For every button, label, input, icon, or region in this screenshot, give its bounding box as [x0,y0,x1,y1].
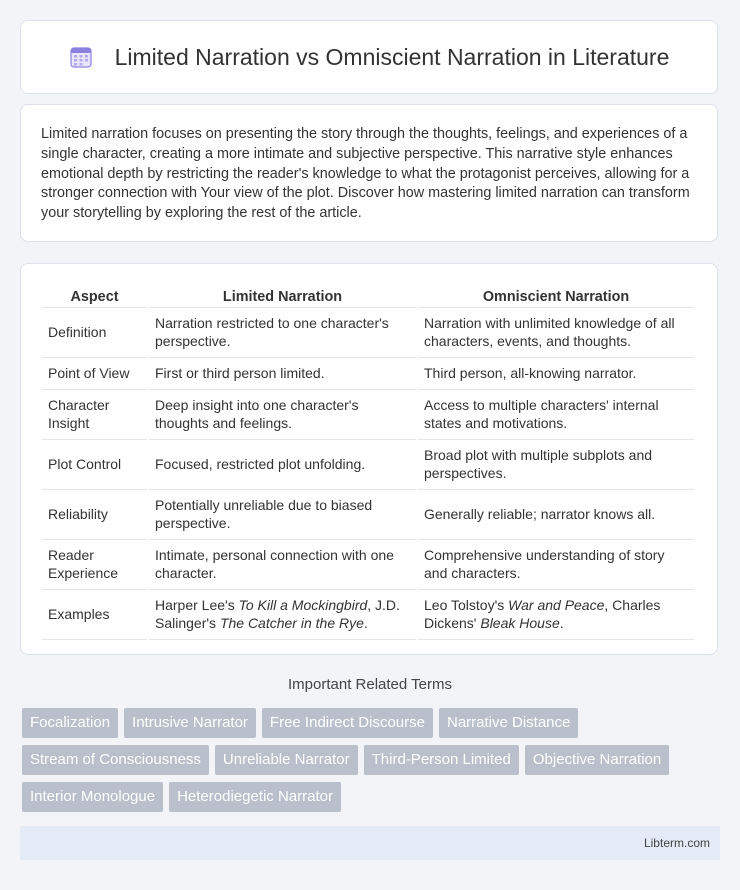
table-row [42,308,694,358]
related-term-tag[interactable]: Heterodiegetic Narrator [169,782,341,812]
related-term-tag[interactable]: Third-Person Limited [364,745,519,775]
example-title: The Catcher in the Rye [219,615,364,631]
example-author: Harper Lee's [155,597,239,613]
calendar-icon [69,45,93,69]
row-aspect: Examples [42,590,147,640]
row-omniscient: Access to multiple characters' internal states and motivations. [418,390,694,440]
example-punct: . [559,615,564,631]
table-row [42,590,694,640]
row-omniscient: Comprehensive understanding of story and characters. [418,540,694,590]
row-omniscient: Generally reliable; narrator knows all. [418,490,694,540]
related-terms-heading: Important Related Terms [288,676,452,693]
footer-brand-link[interactable]: Libterm.com [643,836,710,850]
example-title: War and Peace [508,597,605,613]
intro-paragraph: Limited narration focuses on presenting the story through the thoughts, feelings, and experiences of a single character, creating a more intimate and subjective perspective. This narrative style enhances emotional depth by restricting the reader's knowledge to what the protagonist perceives, allowing for a stronger connection with Your view of the plot. Discover how mastering limited narration can transform your storytelling by exploring the rest of the article. [41,126,690,222]
example-author: , Charles Dickens' [424,597,661,631]
row-aspect: Character Insight [42,390,147,440]
row-omniscient: Third person, all-knowing narrator. [418,358,694,390]
intro-card [20,104,718,242]
example-title: To Kill a Mockingbird [238,597,368,613]
comparison-table [40,284,696,640]
row-aspect: Reliability [42,490,147,540]
title-card [20,20,718,94]
related-term-tag[interactable]: Objective Narration [525,745,669,775]
header-aspect: Aspect [42,284,147,308]
row-limited: Narration restricted to one character's perspective. [149,308,416,358]
related-term-tag[interactable]: Interior Monologue [22,782,163,812]
related-term-tag[interactable]: Focalization [22,708,118,738]
related-term-tag[interactable]: Stream of Consciousness [22,745,209,775]
row-limited: Focused, restricted plot unfolding. [149,440,416,490]
example-punct: . [363,615,368,631]
row-limited: Deep insight into one character's thoughts and feelings. [149,390,416,440]
related-terms-list [22,708,722,812]
row-omniscient [418,590,694,640]
example-author: , J.D. Salinger's [155,597,400,631]
related-term-tag[interactable]: Unreliable Narrator [215,745,358,775]
row-omniscient: Broad plot with multiple subplots and perspectives. [418,440,694,490]
comparison-card [20,263,718,655]
table-header-row [42,284,694,308]
related-term-tag[interactable]: Intrusive Narrator [124,708,256,738]
header-limited: Limited Narration [149,284,416,308]
related-term-tag[interactable]: Narrative Distance [439,708,578,738]
row-aspect: Point of View [42,358,147,390]
row-limited [149,590,416,640]
footer [20,826,720,860]
example-title: Bleak House [480,615,560,631]
table-row [42,358,694,390]
row-limited: Potentially unreliable due to biased perspective. [149,490,416,540]
row-limited: Intimate, personal connection with one character. [149,540,416,590]
row-aspect: Plot Control [42,440,147,490]
table-row [42,490,694,540]
table-row [42,440,694,490]
row-omniscient: Narration with unlimited knowledge of all characters, events, and thoughts. [418,308,694,358]
row-aspect: Reader Experience [42,540,147,590]
page-title: Limited Narration vs Omniscient Narration in Literature [114,43,670,70]
table-row [42,390,694,440]
row-aspect: Definition [42,308,147,358]
example-author: Leo Tolstoy's [424,597,509,613]
table-row [42,540,694,590]
row-limited: First or third person limited. [149,358,416,390]
header-omniscient: Omniscient Narration [418,284,694,308]
related-term-tag[interactable]: Free Indirect Discourse [262,708,433,738]
